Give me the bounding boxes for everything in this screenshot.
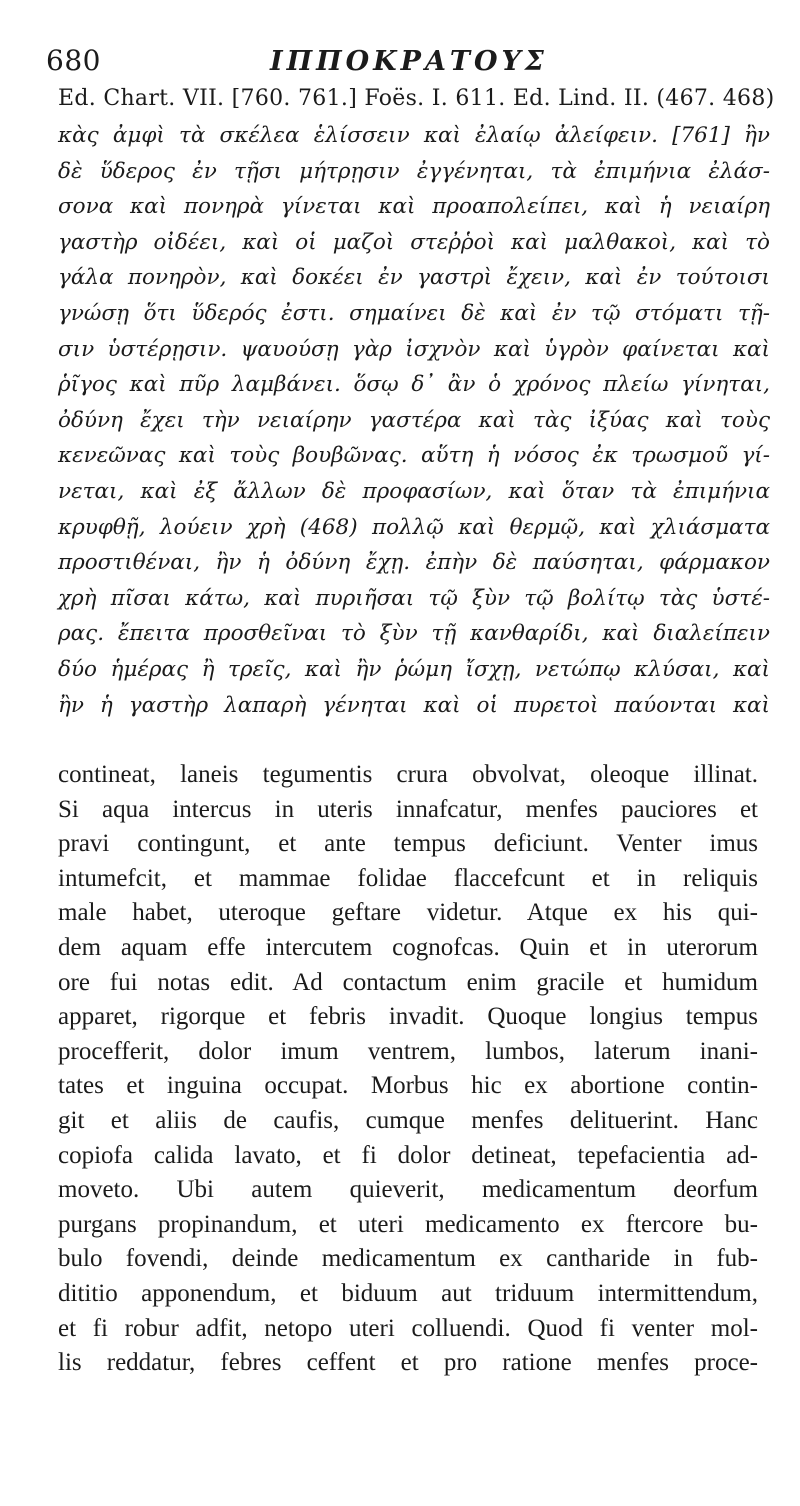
latin-line: bulo fovendi, deinde medicamentum ex cantharide in fub- [58,1245,758,1273]
latin-line: dititio apponendum, et biduum aut triduum intermittendum, [58,1279,758,1307]
greek-line: κρυφθῇ, λούειν χρὴ (468) πολλῷ καὶ θερμῷ, καὶ χλιάσματα [58,514,770,540]
greek-line: δὲ ὕδερος ἐν τῇσι μήτρῃσιν ἐγγένηται, τὰ ἐπιμήνια ἐλάσ- [58,158,770,184]
greek-line: κὰς ἀμφὶ τὰ σκέλεα ἑλίσσειν καὶ ἐλαίῳ ἀλείφειν. [761] ἢν [58,123,770,148]
latin-line: purgans propinandum, et uteri medicamento ex ftercore bu- [58,1210,758,1238]
latin-line: procefferit, dolor imum ventrem, lumbos, laterum inani- [58,1037,758,1065]
latin-line: tates et inguina occupat. Morbus hic ex abortione contin- [58,1072,758,1100]
greek-line: ρας. ἔπειτα προσθεῖναι τὸ ξὺν τῇ κανθαρίδι, καὶ διαλείπειν [58,621,770,647]
latin-line: copiofa calida lavato, et fi dolor detineat, tepefacientia ad- [58,1141,758,1169]
latin-line: apparet, rigorque et febris invadit. Quoque longius tempus [58,1003,758,1031]
greek-line: σιν ὑστέρῃσιν. ψαυούσῃ γὰρ ἰσχνὸν καὶ ὑγρὸν φαίνεται καὶ [58,336,770,362]
latin-line: contineat, laneis tegumentis crura obvolvat, oleoque illinat. [58,761,758,788]
greek-line: ἢν ἡ γαστὴρ λαπαρὴ γένηται καὶ οἱ πυρετοὶ παύονται καὶ [58,692,770,718]
greek-text-block [58,118,770,723]
latin-line: ore fui notas edit. Ad contactum enim gracile et humidum [58,968,758,996]
latin-line: pravi contingunt, et ante tempus deficiunt. Venter imus [58,830,758,858]
editions-reference-line: Ed. Chart. VII. [760. 761.] Foës. I. 611. Ed. Lind. II. (467. 468) [58,86,775,111]
page-number: 680 [46,44,101,77]
greek-line: νεται, καὶ ἐξ ἄλλων δὲ προφασίων, καὶ ὅταν τὰ ἐπιμήνια [58,478,770,504]
greek-line: δύο ἡμέρας ἢ τρεῖς, καὶ ἢν ῥώμη ἴσχῃ, νετώπῳ κλύσαι, καὶ [58,656,770,682]
greek-line: χρὴ πῖσαι κάτω, καὶ πυριῆσαι τῷ ξὺν τῷ βολίτῳ τὰς ὑστέ- [58,585,770,611]
latin-line: lis reddatur, febres ceffent et pro ratione menfes proce- [58,1349,758,1377]
latin-line: git et aliis de caufis, cumque menfes delituerint. Hanc [58,1106,758,1134]
greek-line: ὀδύνη ἔχει τὴν νειαίρην γαστέρα καὶ τὰς ἰξύας καὶ τοὺς [58,407,770,433]
greek-line: σονα καὶ πονηρὰ γίνεται καὶ προαπολείπει, καὶ ἡ νειαίρη [58,194,770,220]
greek-line: προστιθέναι, ἢν ἡ ὀδύνη ἔχῃ. ἐπὴν δὲ παύσηται, φάρμακον [58,550,770,576]
latin-line: Si aqua intercus in uteris innafcatur, menfes pauciores et [58,795,758,823]
latin-line: intumefcit, et mammae folidae flaccefcunt et in reliquis [58,864,758,892]
greek-line: γάλα πονηρὸν, καὶ δοκέει ἐν γαστρὶ ἔχειν, καὶ ἐν τούτοισι [58,265,770,291]
latin-line: moveto. Ubi autem quieverit, medicamentum deorfum [58,1176,758,1204]
latin-line: dem aquam effe intercutem cognofcas. Quin et in uterorum [58,933,758,961]
greek-line: κενεῶνας καὶ τοὺς βουβῶνας. αὕτη ἡ νόσος ἐκ τρωσμοῦ γί- [58,443,770,469]
latin-line: male habet, uteroque geftare videtur. Atque ex his qui- [58,899,758,927]
greek-line: ῥῖγος καὶ πῦρ λαμβάνει. ὅσῳ δ᾽ ἂν ὁ χρόνος πλείω γίνηται, [58,372,770,398]
running-title: ΙΠΠΟΚΡΑΤΟΥΣ [270,46,548,77]
greek-line: γαστὴρ οἰδέει, καὶ οἱ μαζοὶ στεῤῥοὶ καὶ μαλθακοὶ, καὶ τὸ [58,229,770,255]
latin-line: et fi robur adfit, netopo uteri colluendi. Quod fi venter mol- [58,1314,758,1342]
latin-text-block [58,758,758,1381]
greek-line: γνώσῃ ὅτι ὕδερός ἐστι. σημαίνει δὲ καὶ ἐν τῷ στόματι τῇ- [58,300,770,326]
